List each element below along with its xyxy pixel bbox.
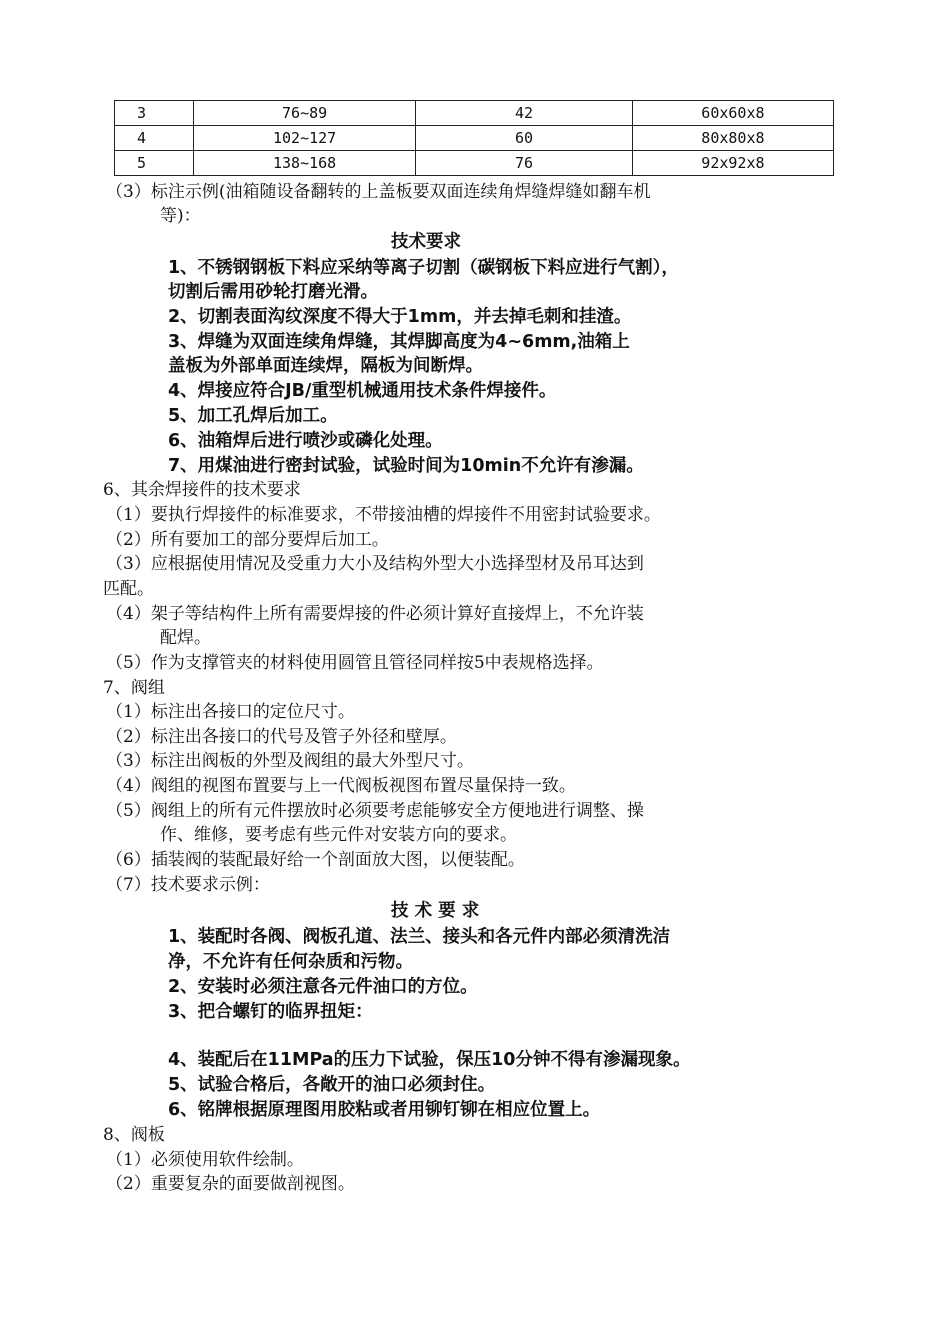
list-item: （2）所有要加工的部分要焊后加工。	[106, 530, 389, 550]
req-item: 2、切割表面沟纹深度不得大于1mm，并去掉毛刺和挂渣。	[168, 307, 632, 327]
req-item: 5、试验合格后，各敞开的油口必须封住。	[168, 1075, 496, 1095]
list-item: （1）标注出各接口的定位尺寸。	[106, 702, 355, 722]
req-item: 6、油箱焊后进行喷沙或磷化处理。	[168, 431, 443, 451]
req-item: 1、装配时各阀、阀板孔道、法兰、接头和各元件内部必须清洗洁	[168, 927, 671, 947]
req-item: 3、把合螺钉的临界扭矩：	[168, 1002, 373, 1022]
req-item: 4、装配后在11MPa的压力下试验，保压10分钟不得有渗漏现象。	[168, 1050, 691, 1070]
table-cell: 92x92x8	[632, 151, 833, 176]
req-item: 6、铭牌根据原理图用胶粘或者用铆钉铆在相应位置上。	[168, 1100, 601, 1120]
list-item: （4）阀组的视图布置要与上一代阀板视图布置尽量保持一致。	[106, 776, 576, 796]
table-cell: 60x60x8	[632, 101, 833, 126]
table-cell: 138~168	[193, 151, 415, 176]
list-item: 配焊。	[160, 628, 211, 648]
table-cell: 60	[416, 126, 633, 151]
req-item: 1、不锈钢钢板下料应采纳等离子切割（碳钢板下料应进行气割），	[168, 258, 679, 278]
table-row	[115, 151, 834, 176]
table-cell: 80x80x8	[632, 126, 833, 151]
req-item: 5、加工孔焊后加工。	[168, 406, 338, 426]
table-cell: 3	[115, 101, 194, 126]
req-item: 3、焊缝为双面连续角焊缝，其焊脚高度为4~6mm,油箱上	[168, 332, 630, 352]
list-item: 匹配。	[103, 579, 154, 599]
req-item: 4、焊接应符合JB/重型机械通用技术条件焊接件。	[168, 381, 557, 401]
section-title: 6、其余焊接件的技术要求	[103, 480, 301, 500]
list-item: （2）重要复杂的面要做剖视图。	[106, 1174, 355, 1194]
list-item: （2）标注出各接口的代号及管子外径和壁厚。	[106, 727, 457, 747]
list-item: （4）架子等结构件上所有需要焊接的件必须计算好直接焊上，不允许装	[106, 604, 644, 624]
req-item: 切割后需用砂轮打磨光滑。	[168, 282, 378, 302]
list-item: （5）作为支撑管夹的材料使用圆管且管径同样按5中表规格选择。	[106, 653, 604, 673]
list-item: （7）技术要求示例：	[106, 875, 270, 895]
note-line: （3）标注示例(油箱随设备翻转的上盖板要双面连续角焊缝焊缝如翻车机	[106, 182, 651, 202]
table-row	[115, 126, 834, 151]
section-title: 8、阀板	[103, 1125, 165, 1145]
table-row	[115, 101, 834, 126]
list-item: （1）要执行焊接件的标准要求，不带接油槽的焊接件不用密封试验要求。	[106, 505, 661, 525]
list-item: （5）阀组上的所有元件摆放时必须要考虑能够安全方便地进行调整、操	[106, 801, 644, 821]
req-item: 盖板为外部单面连续焊，隔板为间断焊。	[168, 356, 483, 376]
table-cell: 102~127	[193, 126, 415, 151]
list-item: （3）应根据使用情况及受重力大小及结构外型大小选择型材及吊耳达到	[106, 554, 644, 574]
note-line: 等)：	[160, 206, 201, 226]
table-cell: 5	[115, 151, 194, 176]
table-cell: 76~89	[193, 101, 415, 126]
table-cell: 4	[115, 126, 194, 151]
req-item: 7、用煤油进行密封试验，试验时间为10min不允许有渗漏。	[168, 456, 644, 476]
tech-req-title: 技 术 要 求	[391, 901, 480, 921]
section-title: 7、阀组	[103, 678, 165, 698]
spec-table	[114, 100, 834, 176]
req-item: 2、安装时必须注意各元件油口的方位。	[168, 977, 478, 997]
list-item: （6）插装阀的装配最好给一个剖面放大图，以便装配。	[106, 850, 525, 870]
list-item: （1）必须使用软件绘制。	[106, 1150, 304, 1170]
list-item: （3）标注出阀板的外型及阀组的最大外型尺寸。	[106, 751, 474, 771]
table-cell: 42	[416, 101, 633, 126]
req-item: 净，不允许有任何杂质和污物。	[168, 952, 413, 972]
tech-req-title: 技术要求	[391, 232, 461, 252]
table-cell: 76	[416, 151, 633, 176]
list-item: 作、维修，要考虑有些元件对安装方向的要求。	[160, 825, 517, 845]
